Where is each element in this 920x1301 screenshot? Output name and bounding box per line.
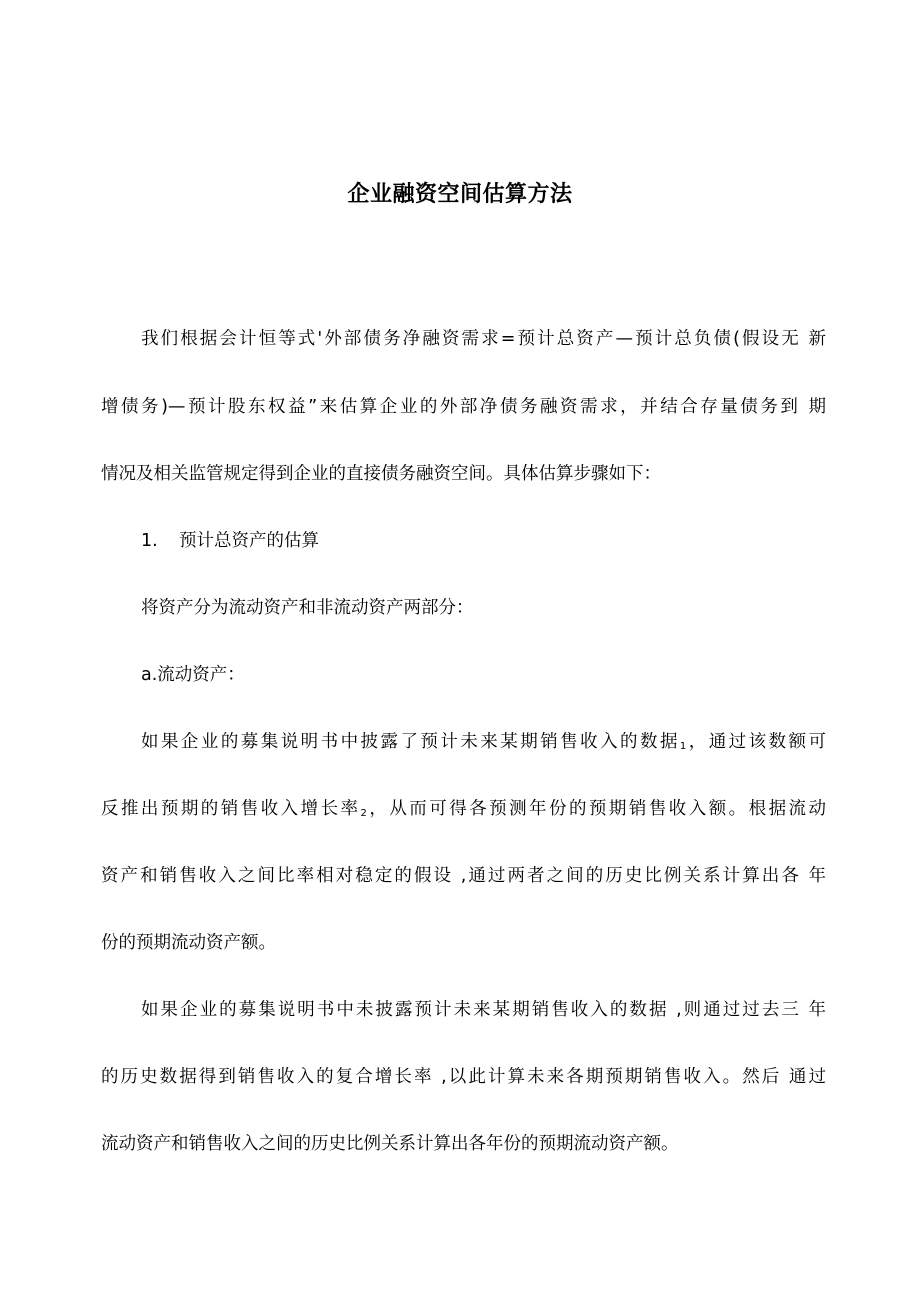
paragraph-4-line-1: 如果企业的募集说明书中未披露预计未来某期销售收入的数据 ,则通过过去三 年 <box>141 1000 826 1020</box>
paragraph-3-line-3: 资产和销售收入之间比率相对稳定的假设 ,通过两者之间的历史比例关系计算出各 年 <box>101 866 826 886</box>
subheading-a: a.流动资产： <box>141 665 245 685</box>
document-title: 企业融资空间估算方法 <box>347 182 573 207</box>
paragraph-3-line-2-b: ，从而可得各预测年份的预期销售收入额。根据流动 <box>366 799 827 819</box>
section-1-number: 1. <box>141 531 158 551</box>
paragraph-1-line-3: 情况及相关监管规定得到企业的直接债务融资空间。具体估算步骤如下： <box>101 464 661 484</box>
paragraph-3-line-4: 份的预期流动资产额。 <box>101 933 276 953</box>
paragraph-3-line-1 <box>141 728 826 756</box>
section-1-heading-text: 预计总资产的估算 <box>179 531 319 551</box>
paragraph-3-line-2 <box>101 795 826 823</box>
paragraph-1-line-2: 增债务)—预计股东权益”来估算企业的外部净债务融资需求，并结合存量债务到 期 <box>101 397 826 417</box>
paragraph-2: 将资产分为流动资产和非流动资产两部分： <box>141 598 474 618</box>
paragraph-4-line-2: 的历史数据得到销售收入的复合增长率 ,以此计算未来各期预期销售收入。然后 通过 <box>101 1067 826 1087</box>
paragraph-3-line-1-a: 如果企业的募集说明书中披露了预计未来某期销售收入的数据 <box>141 732 680 752</box>
paragraph-3-line-1-b: ，通过该数额可 <box>686 732 826 752</box>
footnote-ref-1: 1 <box>679 741 687 752</box>
paragraph-1-line-1: 我们根据会计恒等式'外部债务净融资需求=预计总资产—预计总负债(假设无 新 <box>141 329 826 349</box>
paragraph-4-line-3: 流动资产和销售收入之间的历史比例关系计算出各年份的预期流动资产额。 <box>101 1134 679 1154</box>
section-1-heading <box>141 527 826 555</box>
footnote-ref-2: 2 <box>360 808 367 819</box>
paragraph-3-line-2-a: 反推出预期的销售收入增长率 <box>101 799 361 819</box>
